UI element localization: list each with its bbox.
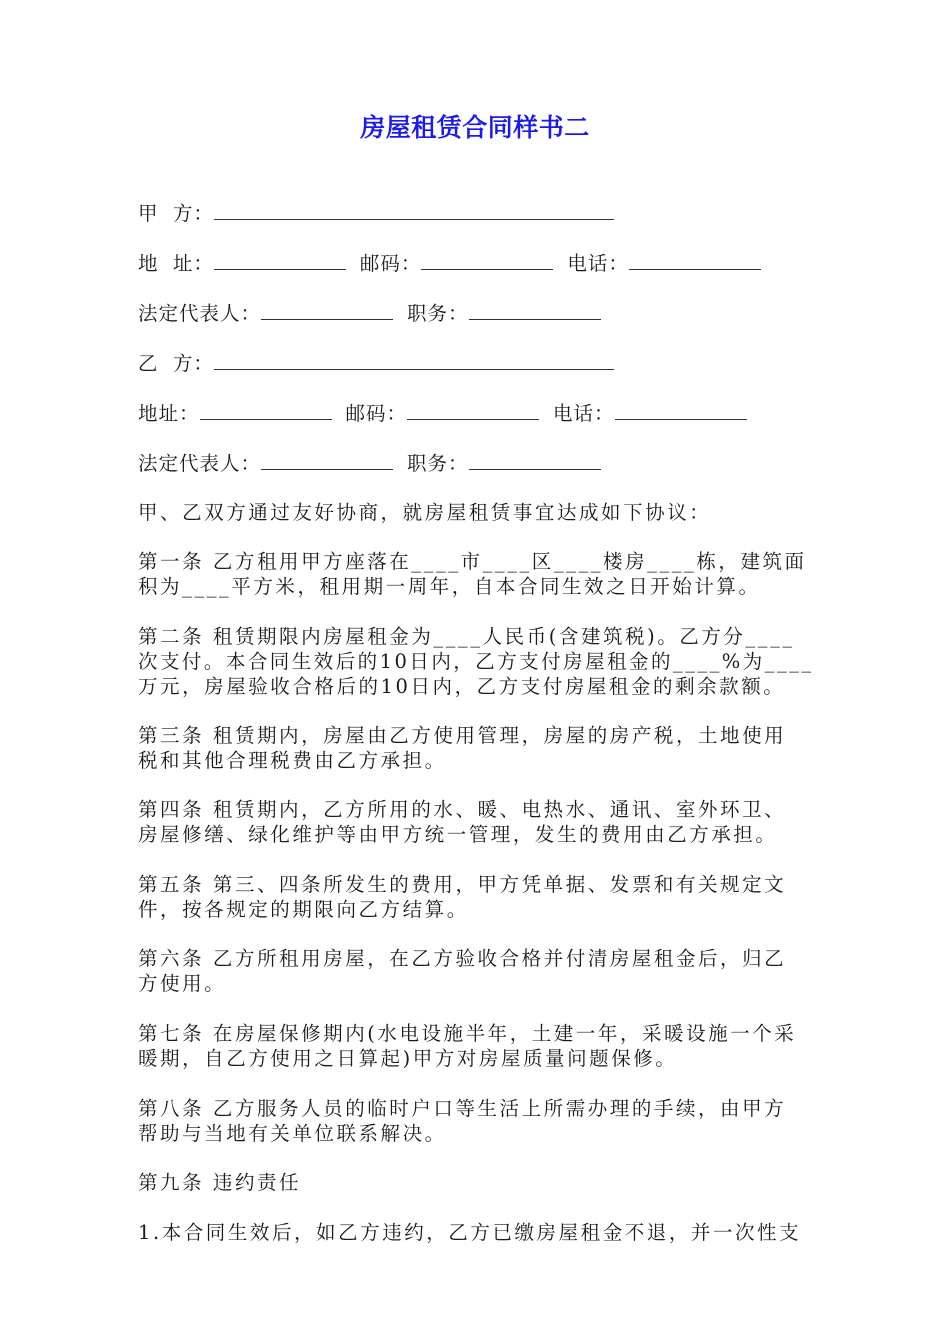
party-b-address-line (138, 400, 747, 426)
party-b-zip-blank[interactable] (407, 400, 539, 420)
party-a-phone-label: 电话： (567, 252, 629, 275)
party-a-phone-blank[interactable] (629, 250, 761, 270)
party-a-zip-blank[interactable] (421, 250, 553, 270)
party-a-rep-label: 法定代表人： (138, 302, 262, 325)
article-line: 税和其他合理税费由乙方承担。 (138, 749, 447, 772)
article-line: 帮助与当地有关单位联系解决。 (138, 1122, 447, 1145)
party-a-name-label: 甲 方： (138, 202, 214, 225)
article-line: 第四条 租赁期内，乙方所用的水、暖、电热水、通讯、室外环卫、 (138, 798, 787, 821)
intro-paragraph (138, 500, 814, 525)
article-line: 方使用。 (138, 972, 227, 995)
party-a-zip-label: 邮码： (359, 252, 422, 275)
article-9-clause-1 (138, 1220, 814, 1245)
party-b-zip-label: 邮码： (345, 402, 408, 425)
article-1 (138, 549, 814, 599)
article-line: 第八条 乙方服务人员的临时户口等生活上所需办理的手续，由甲方 (138, 1097, 787, 1120)
party-b-name-blank[interactable] (214, 350, 614, 370)
party-a-rep-line (138, 300, 601, 326)
party-a-position-blank[interactable] (469, 300, 601, 320)
article-line: 第一条 乙方租用甲方座落在____市____区____楼房____栋，建筑面 (138, 550, 807, 573)
party-b-phone-blank[interactable] (615, 400, 747, 420)
article-line: 第七条 在房屋保修期内(水电设施半年，土建一年，采暖设施一个采 (138, 1022, 797, 1045)
article-line: 第九条 违约责任 (138, 1171, 302, 1194)
article-line: 房屋修缮、绿化维护等由甲方统一管理，发生的费用由乙方承担。 (138, 823, 778, 846)
article-line: 第六条 乙方所租用房屋，在乙方验收合格并付清房屋租金后，归乙 (138, 947, 787, 970)
article-9 (138, 1170, 814, 1195)
party-b-address-label: 地址： (138, 402, 200, 425)
article-6 (138, 946, 814, 996)
article-8 (138, 1096, 814, 1146)
intro-text: 甲、乙双方通过友好协商，就房屋租赁事宜达成如下协议： (138, 501, 712, 524)
party-b-name-line (138, 350, 614, 376)
article-line: 次支付。本合同生效后的10日内，乙方支付房屋租金的____%为____ (138, 650, 814, 673)
party-a-name-line (138, 200, 614, 226)
party-b-rep-line (138, 450, 601, 476)
party-a-name-blank[interactable] (214, 200, 614, 220)
party-b-name-label: 乙 方： (138, 352, 214, 375)
article-line: 件，按各规定的期限向乙方结算。 (138, 898, 469, 921)
article-line: 第三条 租赁期内，房屋由乙方使用管理，房屋的房产税，土地使用 (138, 724, 787, 747)
party-b-position-blank[interactable] (469, 450, 601, 470)
party-b-phone-label: 电话： (553, 402, 615, 425)
party-b-rep-blank[interactable] (261, 450, 393, 470)
party-b-address-blank[interactable] (200, 400, 332, 420)
party-b-rep-label: 法定代表人： (138, 452, 262, 475)
party-a-address-blank[interactable] (214, 250, 346, 270)
article-line: 第五条 第三、四条所发生的费用，甲方凭单据、发票和有关规定文 (138, 873, 787, 896)
party-a-address-line (138, 250, 761, 276)
party-a-position-label: 职务： (407, 302, 469, 325)
party-b-position-label: 职务： (407, 452, 469, 475)
article-line: 暖期，自乙方使用之日算起)甲方对房屋质量问题保修。 (138, 1047, 678, 1070)
document-title: 房屋租赁合同样书二 (360, 113, 590, 142)
party-a-address-label: 地 址： (138, 252, 214, 275)
article-3 (138, 723, 814, 773)
article-4 (138, 797, 814, 847)
article-line: 1.本合同生效后，如乙方违约，乙方已缴房屋租金不退，并一次性支 (138, 1221, 802, 1244)
article-2 (138, 624, 814, 699)
party-a-rep-blank[interactable] (261, 300, 393, 320)
article-line: 万元，房屋验收合格后的10日内，乙方支付房屋租金的剩余款额。 (138, 675, 786, 698)
article-7 (138, 1021, 814, 1071)
article-line: 积为____平方米，租用期一周年，自本合同生效之日开始计算。 (138, 575, 761, 598)
article-5 (138, 872, 814, 922)
article-line: 第二条 租赁期限内房屋租金为____人民币(含建筑税)。乙方分____ (138, 625, 795, 648)
